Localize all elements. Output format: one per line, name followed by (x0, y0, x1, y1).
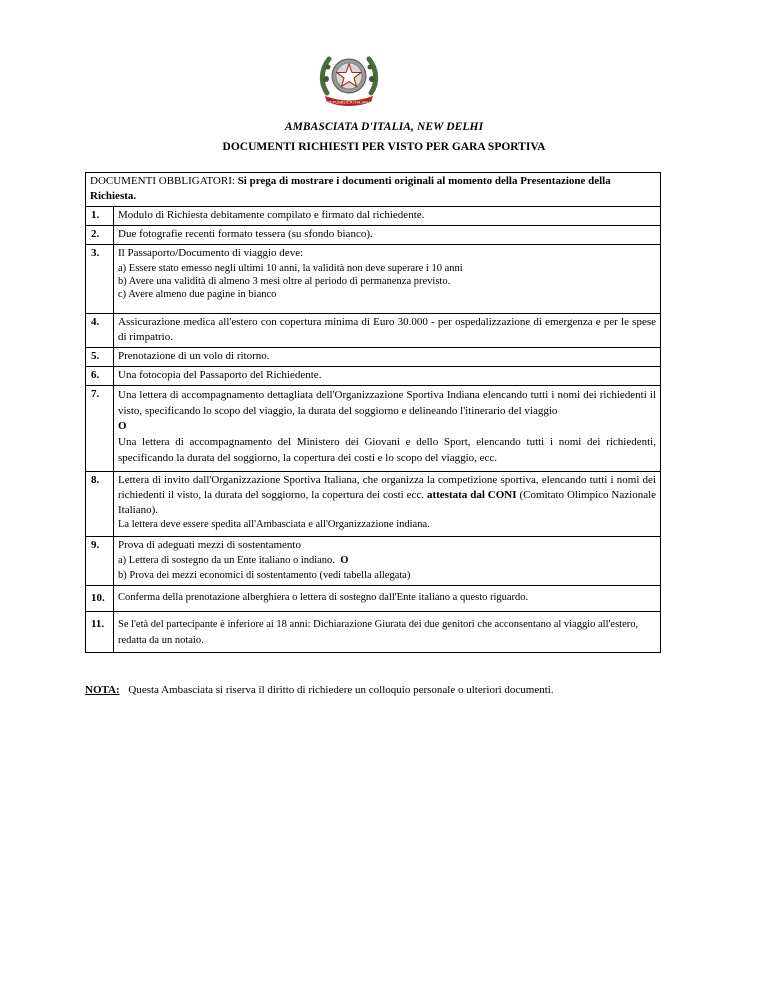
item-text: Assicurazione medica all'estero con copertura minima di Euro 30.000 - per ospedalizzazione di emergenza e per le spese di rimpatrio. (114, 314, 661, 348)
item-number: 7. (86, 386, 114, 472)
svg-text:REPUBBLICA ITALIANA: REPUBBLICA ITALIANA (327, 99, 371, 105)
item-sub-a: a) Essere stato emesso negli ultimi 10 anni, la validità non deve superare i 10 anni (118, 263, 463, 274)
item-text: Una fotocopia del Passaporto del Richiedente. (114, 367, 661, 386)
item-number: 2. (86, 226, 114, 245)
item-number: 6. (86, 367, 114, 386)
item-cell (114, 245, 661, 314)
item-number: 8. (86, 472, 114, 537)
item-number: 10. (86, 586, 114, 612)
item-number: 11. (86, 612, 114, 653)
table-row (86, 612, 661, 653)
item-cell (114, 386, 661, 472)
table-row (86, 207, 661, 226)
table-row (86, 367, 661, 386)
item-cell (114, 472, 661, 537)
item-sub-c: c) Avere almeno due pagine in bianco (118, 289, 277, 300)
table-row (86, 537, 661, 586)
item-text: Una lettera di accompagnamento dettagliata dell'Organizzazione Sportiva Indiana elencando tutti i nomi dei richiedenti il visto, specificando lo scopo del viaggio, la durata del soggiorno e delineando l'itinerario del viaggio (118, 389, 656, 417)
table-row (86, 586, 661, 612)
item-text: Prenotazione di un volo di ritorno. (114, 348, 661, 367)
item-text-3: La lettera deve essere spedita all'Ambasciata e all'Organizzazione indiana. (118, 519, 430, 530)
item-sub-a: a) Lettera di sostegno da un Ente italiano o indiano. (118, 555, 335, 566)
item-cell (114, 537, 661, 586)
document-title: DOCUMENTI RICHIESTI PER VISTO PER GARA SPORTIVA (222, 141, 546, 153)
table-row (86, 314, 661, 348)
item-sub-b: b) Prova dei mezzi economici di sostentamento (vedi tabella allegata) (118, 570, 411, 581)
item-text: Il Passaporto/Documento di viaggio deve: (118, 247, 304, 259)
item-text: Modulo di Richiesta debitamente compilato e firmato dal richiedente. (114, 207, 661, 226)
item-sub-b: b) Avere una validità di almeno 3 mesi oltre al periodo di permanenza previsto. (118, 276, 451, 287)
embassy-name: AMBASCIATA D'ITALIA, NEW DELHI (284, 121, 484, 133)
table-row-intro (86, 173, 661, 207)
item-text-2: (Comitato Olimpico Nazionale Italiano). (118, 489, 657, 516)
table-row (86, 348, 661, 367)
item-number: 5. (86, 348, 114, 367)
item-or: O (118, 420, 127, 432)
item-number: 1. (86, 207, 114, 226)
item-sub-or: O (340, 555, 349, 566)
note (85, 684, 705, 696)
item-text: Conferma della prenotazione alberghiera o lettera di sostegno dall'Ente italiano a questo riguardo. (114, 586, 661, 612)
item-text: Prova di adeguati mezzi di sostentamento (118, 539, 301, 551)
table-row (86, 245, 661, 314)
item-text: Due fotografie recenti formato tessera (su sfondo bianco). (114, 226, 661, 245)
intro-bold-text: Si prega di mostrare i documenti originali al momento della Presentazione della Richiesta. (90, 175, 611, 202)
item-text-2: Una lettera di accompagnamento del Ministero dei Giovani e dello Sport, elencando tutti i nomi dei richiedenti, specificando la durata del soggiorno, la copertura dei costi e lo scopo del viaggio, ecc. (118, 436, 656, 464)
item-number: 3. (86, 245, 114, 314)
intro-label: DOCUMENTI OBBLIGATORI: (90, 175, 235, 187)
item-bold: attestata dal CONI (426, 489, 517, 501)
item-text: Lettera di invito dall'Organizzazione Sportiva Italiana, che organizza la competizione sportiva, elencando tutti i nomi dei richiedenti il visto, la durata del soggiorno, la copertura dei costi ecc. (118, 474, 656, 501)
table-row (86, 386, 661, 472)
note-label: NOTA: (85, 684, 120, 696)
item-number: 9. (86, 537, 114, 586)
table-row (86, 472, 661, 537)
table-row (86, 226, 661, 245)
intro-cell (86, 173, 661, 207)
note-text: Questa Ambasciata si riserva il diritto di richiedere un colloquio personale o ulteriori documenti. (128, 684, 554, 696)
emblem-icon (317, 49, 381, 109)
requirements-table (85, 172, 661, 653)
item-text: Se l'età del partecipante è inferiore ai 18 anni: Dichiarazione Giurata dei due genitori che acconsentano al viaggio all'estero, redatta da un notaio. (114, 612, 661, 653)
item-number: 4. (86, 314, 114, 348)
